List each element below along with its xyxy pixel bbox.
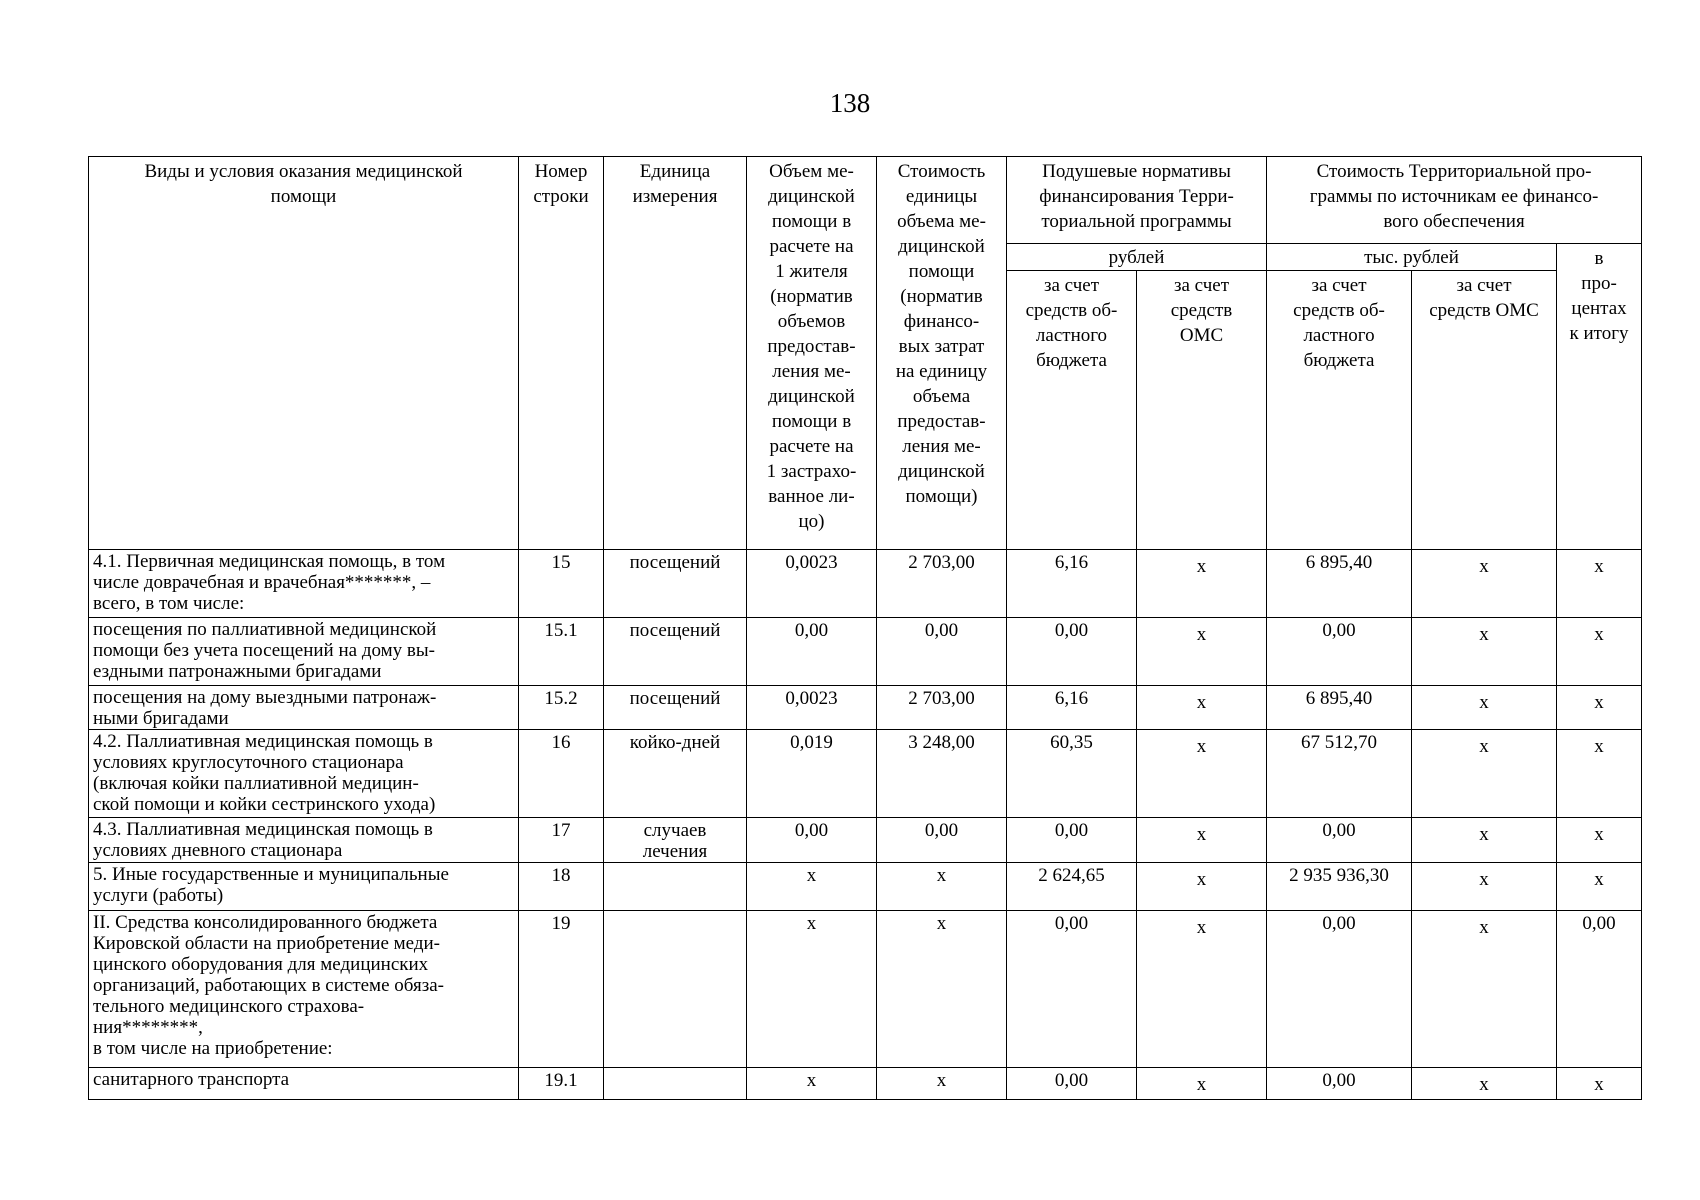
- row-pc-budget: 6,16: [1007, 686, 1137, 730]
- row-pc-oms: x: [1137, 818, 1267, 863]
- row-pc-budget: 60,35: [1007, 730, 1137, 818]
- header-percent: в про- центах к итогу: [1557, 244, 1642, 550]
- row-name: санитарного транспорта: [89, 1068, 519, 1100]
- row-unit-cost: 0,00: [877, 618, 1007, 686]
- row-unit-cost: 3 248,00: [877, 730, 1007, 818]
- row-number: 19: [519, 911, 604, 1068]
- row-unit: посещений: [604, 618, 747, 686]
- row-volume: x: [747, 911, 877, 1068]
- row-pc-budget: 0,00: [1007, 911, 1137, 1068]
- row-name: 5. Иные государственные и муниципальные услуги (работы): [89, 863, 519, 911]
- row-volume: 0,0023: [747, 550, 877, 618]
- row-percent: x: [1557, 818, 1642, 863]
- row-pc-oms: x: [1137, 550, 1267, 618]
- row-ts-budget: 0,00: [1267, 911, 1412, 1068]
- header-ts-budget: за счет средств об- ластного бюджета: [1267, 271, 1412, 550]
- row-unit-cost: 2 703,00: [877, 550, 1007, 618]
- header-pc-budget: за счет средств об- ластного бюджета: [1007, 271, 1137, 550]
- row-ts-budget: 0,00: [1267, 1068, 1412, 1100]
- row-volume: 0,00: [747, 818, 877, 863]
- row-unit: посещений: [604, 550, 747, 618]
- row-ts-budget: 0,00: [1267, 618, 1412, 686]
- row-pc-budget: 0,00: [1007, 1068, 1137, 1100]
- row-unit: случаев лечения: [604, 818, 747, 863]
- row-volume: 0,00: [747, 618, 877, 686]
- row-ts-budget: 67 512,70: [1267, 730, 1412, 818]
- row-name: 4.1. Первичная медицинская помощь, в том числе доврачебная и врачебная*******, – всего, в том числе:: [89, 550, 519, 618]
- header-row-1: [89, 157, 1642, 244]
- row-ts-oms: x: [1412, 618, 1557, 686]
- table-row: [89, 1068, 1642, 1100]
- table-header: [89, 157, 1642, 550]
- row-percent: x: [1557, 863, 1642, 911]
- row-number: 18: [519, 863, 604, 911]
- row-ts-budget: 6 895,40: [1267, 686, 1412, 730]
- row-volume: x: [747, 1068, 877, 1100]
- row-pc-budget: 2 624,65: [1007, 863, 1137, 911]
- row-name: посещения по паллиативной медицинской помощи без учета посещений на дому вы- ездными патронажными бригадами: [89, 618, 519, 686]
- row-name: 4.3. Паллиативная медицинская помощь в условиях дневного стационара: [89, 818, 519, 863]
- row-name: II. Средства консолидированного бюджета Кировской области на приобретение меди- цинского оборудования для медицинских организаций, работающих в системе обяза- тельного медицинского страхова- ния********, в том числе на приобретение:: [89, 911, 519, 1068]
- row-number: 15.1: [519, 618, 604, 686]
- row-pc-oms: x: [1137, 863, 1267, 911]
- header-unit: Единица измерения: [604, 157, 747, 550]
- funding-table: [88, 156, 1642, 1100]
- header-cost-sources-group: Стоимость Территориальной про- граммы по источникам ее финансо- вого обеспечения: [1267, 157, 1642, 244]
- row-pc-oms: x: [1137, 618, 1267, 686]
- header-per-capita-group: Подушевые нормативы финансирования Терри- ториальной программы: [1007, 157, 1267, 244]
- row-volume: 0,019: [747, 730, 877, 818]
- table-row: [89, 618, 1642, 686]
- row-unit: [604, 1068, 747, 1100]
- row-unit-cost: x: [877, 863, 1007, 911]
- header-ts-oms: за счет средств ОМС: [1412, 271, 1557, 550]
- row-volume: x: [747, 863, 877, 911]
- row-ts-oms: x: [1412, 1068, 1557, 1100]
- row-ts-oms: x: [1412, 818, 1557, 863]
- row-ts-oms: x: [1412, 686, 1557, 730]
- row-ts-oms: x: [1412, 863, 1557, 911]
- row-pc-oms: x: [1137, 911, 1267, 1068]
- row-ts-budget: 0,00: [1267, 818, 1412, 863]
- row-unit-cost: 0,00: [877, 818, 1007, 863]
- header-kind-of-care: Виды и условия оказания медицинской помощи: [89, 157, 519, 550]
- row-number: 15: [519, 550, 604, 618]
- row-number: 16: [519, 730, 604, 818]
- table-row: [89, 686, 1642, 730]
- row-number: 15.2: [519, 686, 604, 730]
- table-row: [89, 863, 1642, 911]
- row-ts-budget: 2 935 936,30: [1267, 863, 1412, 911]
- row-unit-cost: x: [877, 1068, 1007, 1100]
- row-ts-budget: 6 895,40: [1267, 550, 1412, 618]
- header-volume: Объем ме- дицинской помощи в расчете на 1 жителя (норматив объемов предостав- ления ме- дицинской помощи в расчете на 1 застрахо- ванное ли- цо): [747, 157, 877, 550]
- row-unit-cost: x: [877, 911, 1007, 1068]
- row-unit: [604, 911, 747, 1068]
- row-percent: 0,00: [1557, 911, 1642, 1068]
- header-pc-oms: за счет средств ОМС: [1137, 271, 1267, 550]
- row-ts-oms: x: [1412, 911, 1557, 1068]
- row-name: посещения на дому выездными патронаж- ными бригадами: [89, 686, 519, 730]
- row-volume: 0,0023: [747, 686, 877, 730]
- row-pc-budget: 0,00: [1007, 618, 1137, 686]
- header-row-number: Номер строки: [519, 157, 604, 550]
- row-unit: [604, 863, 747, 911]
- table-row: [89, 550, 1642, 618]
- row-pc-budget: 0,00: [1007, 818, 1137, 863]
- table-row: [89, 818, 1642, 863]
- row-percent: x: [1557, 1068, 1642, 1100]
- row-percent: x: [1557, 618, 1642, 686]
- table-row: [89, 730, 1642, 818]
- header-unit-rub: рублей: [1007, 244, 1267, 271]
- row-pc-oms: x: [1137, 686, 1267, 730]
- row-number: 19.1: [519, 1068, 604, 1100]
- header-unit-cost: Стоимость единицы объема ме- дицинской помощи (норматив финансо- вых затрат на единицу объема предостав- ления ме- дицинской помощи): [877, 157, 1007, 550]
- header-unit-thousand-rub: тыс. рублей: [1267, 244, 1557, 271]
- row-name: 4.2. Паллиативная медицинская помощь в условиях круглосуточного стационара (включая койки паллиативной медицин- ской помощи и койки сестринского ухода): [89, 730, 519, 818]
- row-percent: x: [1557, 730, 1642, 818]
- row-pc-oms: x: [1137, 1068, 1267, 1100]
- row-ts-oms: x: [1412, 550, 1557, 618]
- row-number: 17: [519, 818, 604, 863]
- page-number: 138: [829, 88, 871, 118]
- row-unit: койко-дней: [604, 730, 747, 818]
- row-percent: x: [1557, 686, 1642, 730]
- row-unit-cost: 2 703,00: [877, 686, 1007, 730]
- row-pc-oms: x: [1137, 730, 1267, 818]
- row-unit: посещений: [604, 686, 747, 730]
- row-percent: x: [1557, 550, 1642, 618]
- row-pc-budget: 6,16: [1007, 550, 1137, 618]
- table-body: [89, 550, 1642, 1100]
- row-ts-oms: x: [1412, 730, 1557, 818]
- table-row: [89, 911, 1642, 1068]
